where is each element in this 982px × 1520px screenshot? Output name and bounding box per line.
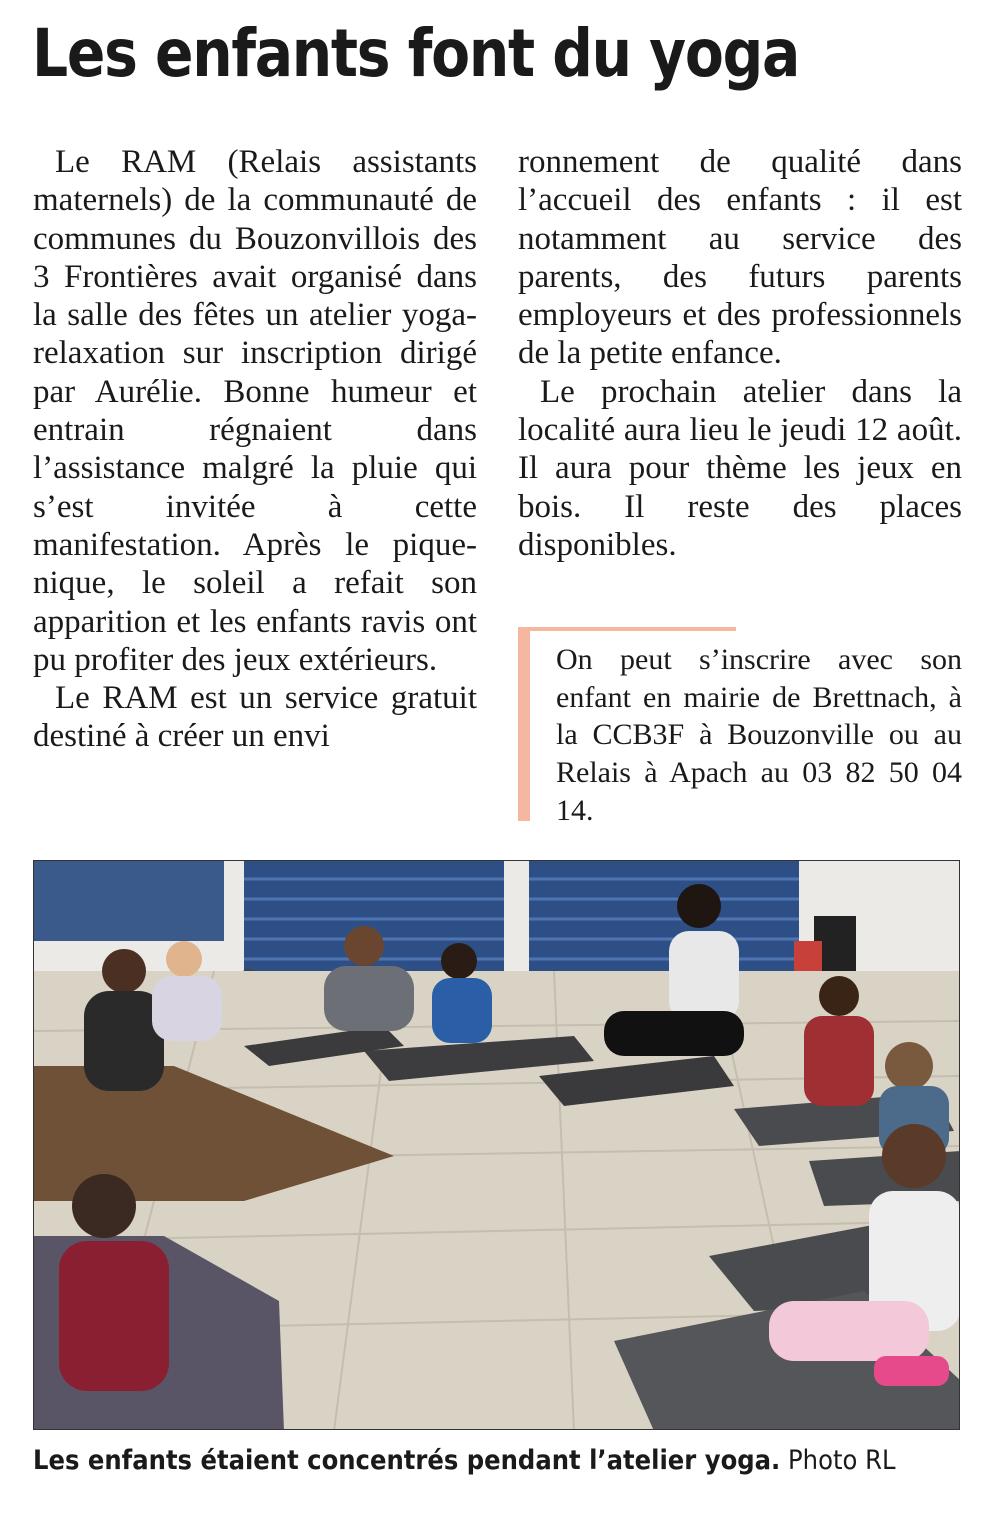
article-column-left <box>33 143 477 756</box>
article-column-right <box>518 143 962 564</box>
yoga-class-photo <box>34 861 960 1430</box>
article-paragraph: Le RAM est un service gratuit destiné à créer un envi <box>33 680 477 755</box>
article-paragraph: Le RAM (Relais assistants maternels) de la communauté de communes du Bouzonvillois des 3 Frontières avait organisé dans la salle des fêtes un atelier yoga-relaxation sur inscription dirigé par Aurélie. Bonne humeur et entrain régnaient dans l’assistance malgré la pluie qui s’est invitée à cette manifestation. Après le pique-nique, le soleil a refait son apparition et les enfants ravis ont pu profiter des jeux extérieurs. <box>33 144 477 678</box>
photo-credit: Photo RL <box>788 1445 896 1476</box>
info-box-accent-bar <box>518 627 530 821</box>
article-paragraph: ronnement de qualité dans l’accueil des enfants : il est notamment au service des parents, des futurs parents employeurs et des professionnels de la petite enfance. <box>518 144 962 372</box>
info-box-accent-line <box>518 627 736 631</box>
article-photo <box>33 860 960 1430</box>
headline: Les enfants font du yoga <box>32 15 799 92</box>
info-box <box>518 627 962 827</box>
photo-caption <box>33 1441 896 1481</box>
info-box-text: On peut s’inscrire avec son enfant en mairie de Brettnach, à la CCB3F à Bouzonville ou au Relais à Apach au 03 82 50 04 14. <box>556 643 962 827</box>
article-paragraph: Le prochain atelier dans la localité aura lieu le jeudi 12 août. Il aura pour thème les jeux en bois. Il reste des places disponibles. <box>518 373 962 563</box>
caption-text: Les enfants étaient concentrés pendant l’atelier yoga. <box>33 1445 781 1476</box>
